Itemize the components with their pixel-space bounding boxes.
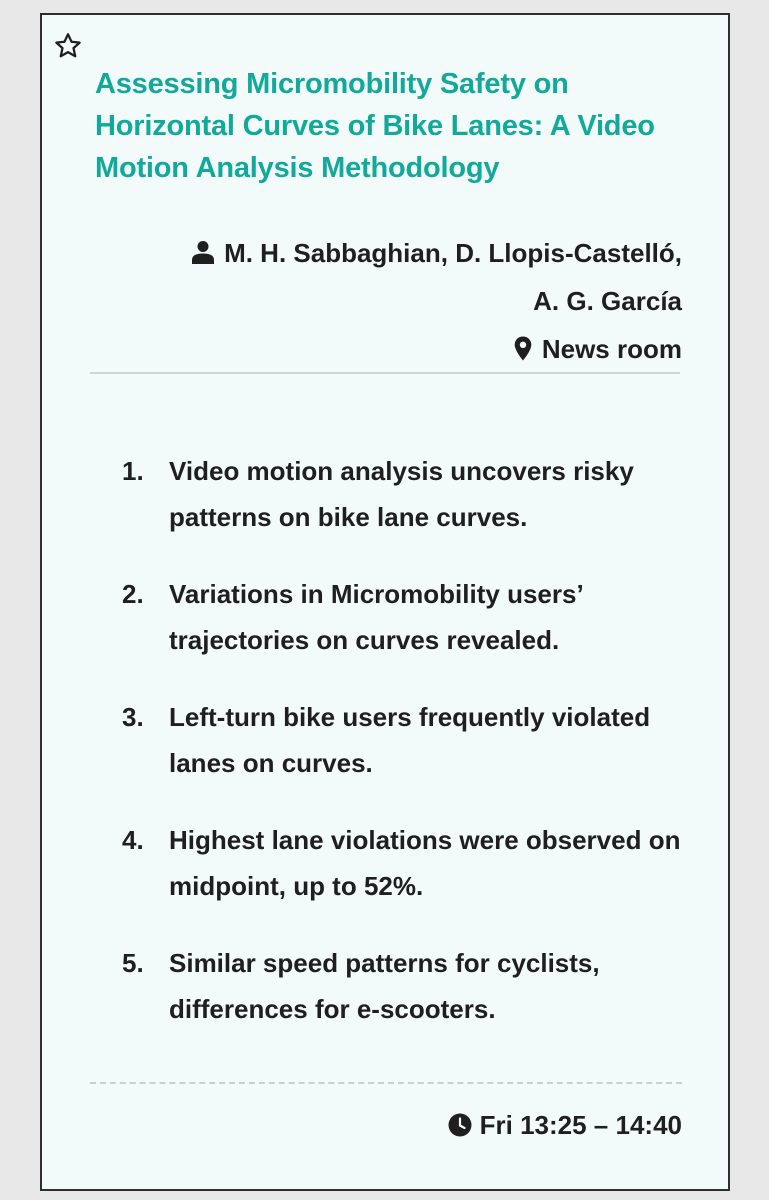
location-line bbox=[122, 325, 682, 373]
list-item bbox=[122, 817, 682, 909]
authors-text-line1: M. H. Sabbaghian, D. Llopis-Castelló, bbox=[224, 238, 682, 268]
highlights-list bbox=[122, 448, 682, 1063]
list-item-number: 4. bbox=[122, 825, 144, 855]
list-item-number: 2. bbox=[122, 579, 144, 609]
time-text: Fri 13:25 – 14:40 bbox=[479, 1110, 682, 1140]
authors-line bbox=[122, 229, 682, 277]
list-item-text: Video motion analysis uncovers risky patterns on bike lane curves. bbox=[169, 456, 634, 532]
list-item-text: Left-turn bike users frequently violated lanes on curves. bbox=[169, 702, 651, 778]
list-item-number: 1. bbox=[122, 456, 144, 486]
location-text: News room bbox=[541, 334, 682, 364]
list-item bbox=[122, 448, 682, 540]
clock-icon bbox=[448, 1113, 472, 1137]
list-item bbox=[122, 694, 682, 786]
star-outline-icon[interactable] bbox=[53, 31, 83, 61]
person-icon bbox=[192, 240, 214, 264]
list-item-text: Similar speed patterns for cyclists, differences for e-scooters. bbox=[169, 948, 600, 1024]
list-item bbox=[122, 940, 682, 1032]
list-item-text: Highest lane violations were observed on midpoint, up to 52%. bbox=[169, 825, 681, 901]
header-divider bbox=[90, 372, 680, 374]
authors-line-2 bbox=[122, 277, 682, 325]
session-card bbox=[40, 13, 730, 1191]
map-pin-icon bbox=[514, 336, 532, 361]
session-title: Assessing Micromobility Safety on Horizontal Curves of Bike Lanes: A Video Motion Analysis Methodology bbox=[95, 68, 655, 184]
list-item-number: 3. bbox=[122, 702, 144, 732]
list-item-number: 5. bbox=[122, 948, 144, 978]
list-item bbox=[122, 571, 682, 663]
session-time bbox=[448, 1108, 682, 1142]
list-item-text: Variations in Micromobility users’ trajectories on curves revealed. bbox=[169, 579, 583, 655]
footer-divider bbox=[90, 1082, 682, 1084]
session-meta bbox=[122, 229, 682, 373]
authors-text-line2: A. G. García bbox=[533, 286, 682, 316]
